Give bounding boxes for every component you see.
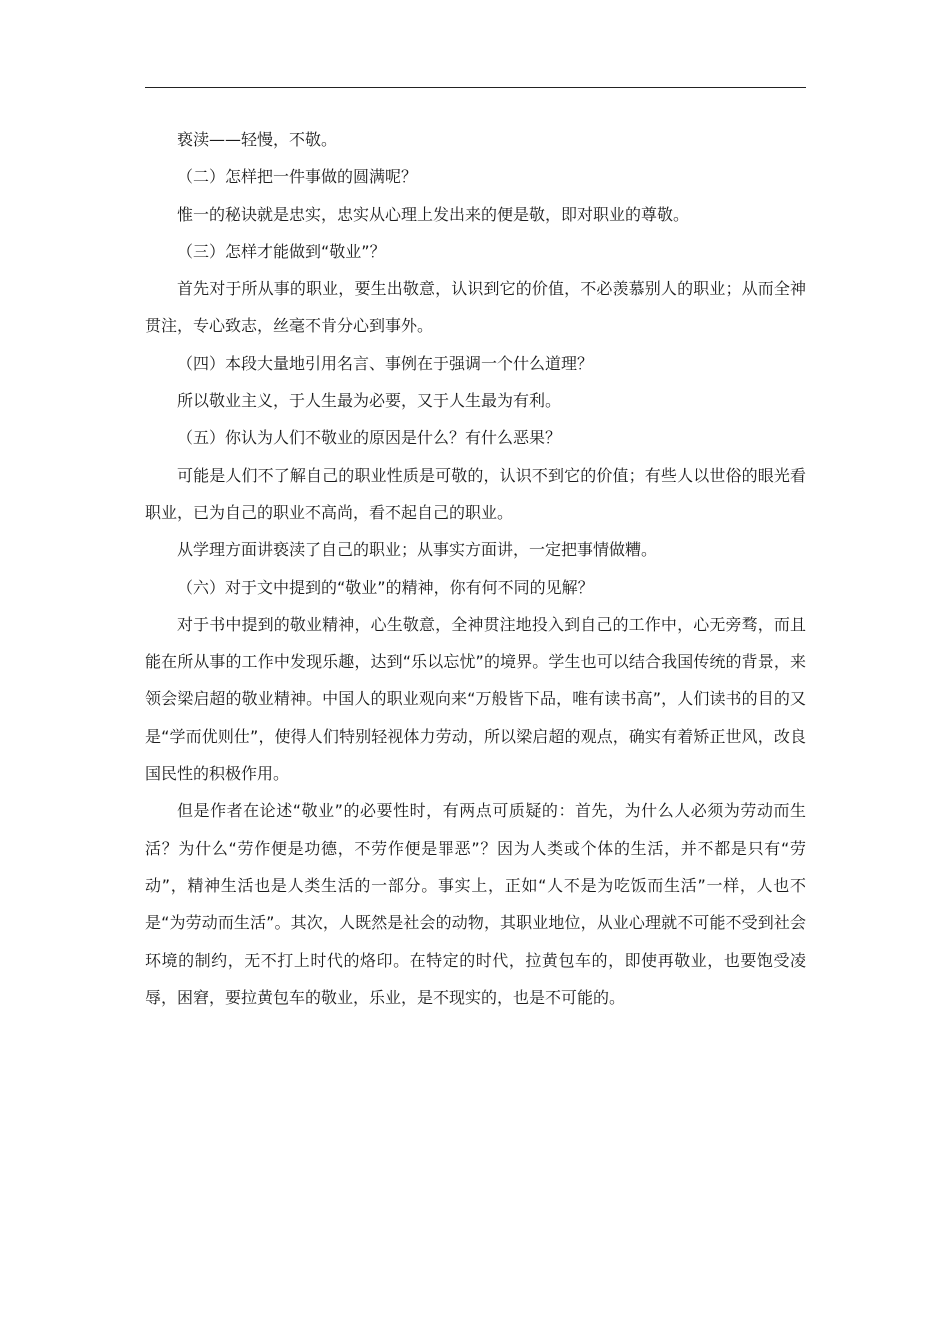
header-rule <box>145 87 806 88</box>
question-heading: （四）本段大量地引用名言、事例在于强调一个什么道理？ <box>177 353 594 373</box>
question-heading: （二）怎样把一件事做的圆满呢？ <box>177 167 418 187</box>
paragraph: 首先对于所从事的职业，要生出敬意，认识到它的价值，不必羡慕别人的职业；从而全神贯注，专心致志，丝毫不肯分心到事外。 <box>145 279 806 336</box>
question-heading: （五）你认为人们不敬业的原因是什么？有什么恶果？ <box>177 428 562 448</box>
paragraph: 但是作者在论述“敬业”的必要性时，有两点可质疑的：首先，为什么人必须为劳动而生活？为什么“劳作便是功德，不劳作便是罪恶”？因为人类或个体的生活，并不都是只有“劳动”，精神生活也是人类生活的一部分。事实上，正如“人不是为吃饭而生活”一样，人也不是“为劳动而生活”。其次，人既然是社会的动物，其职业地位，从业心理就不可能不受到社会环境的制约，无不打上时代的烙印。在特定的时代，拉黄包车的，即使再敬业，也要饱受凌辱，困窘，要拉黄包车的敬业，乐业，是不现实的，也是不可能的。 <box>145 801 806 1007</box>
paragraph: 对于书中提到的敬业精神，心生敬意，全神贯注地投入到自己的工作中，心无旁骛，而且能在所从事的工作中发现乐趣，达到“乐以忘忧”的境界。学生也可以结合我国传统的背景，来领会梁启超的敬业精神。中国人的职业观向来“万般皆下品，唯有读书高”，人们读书的目的又是“学而优则仕”，使得人们特别轻视体力劳动，所以梁启超的观点，确实有着矫正世风，改良国民性的积极作用。 <box>145 614 806 784</box>
paragraph: 所以敬业主义，于人生最为必要，又于人生最为有利。 <box>177 391 562 411</box>
paragraph: 惟一的秘诀就是忠实，忠实从心理上发出来的便是敬，即对职业的尊敬。 <box>177 204 690 224</box>
paragraph: 亵渎——轻慢，不敬。 <box>177 130 338 149</box>
paragraph: 从学理方面讲亵渎了自己的职业；从事实方面讲，一定把事情做糟。 <box>177 540 658 560</box>
document-body <box>145 121 806 1016</box>
paragraph: 可能是人们不了解自己的职业性质是可敬的，认识不到它的价值；有些人以世俗的眼光看职业，已为自己的职业不高尚，看不起自己的职业。 <box>145 465 806 522</box>
question-heading: （三）怎样才能做到“敬业”？ <box>177 241 386 261</box>
question-heading: （六）对于文中提到的“敬业”的精神，你有何不同的见解？ <box>177 577 594 597</box>
